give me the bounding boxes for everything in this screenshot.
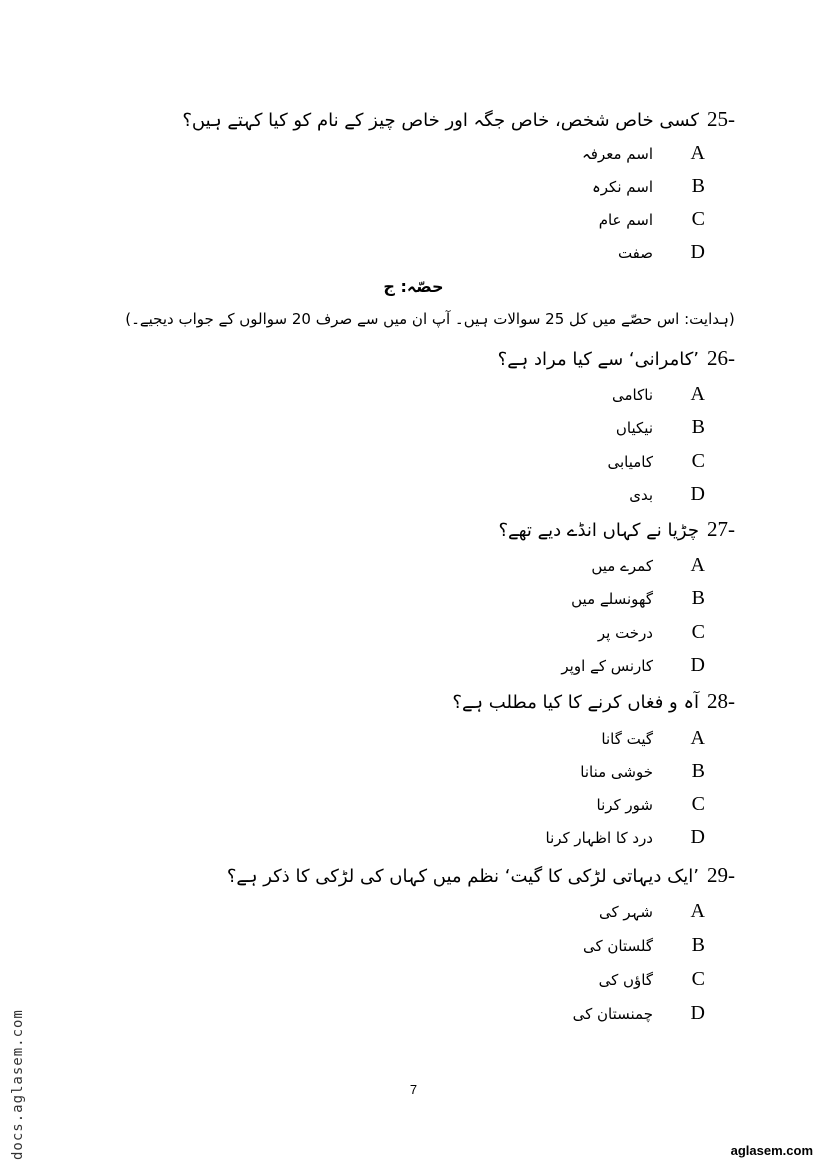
option-26-c[interactable] [425, 448, 705, 474]
option-letter: B [691, 416, 705, 438]
option-letter: A [690, 142, 705, 164]
option-28-d[interactable] [425, 824, 705, 850]
question-text: چڑیا نے کہاں انڈے دیے تھے؟ [498, 520, 699, 541]
option-letter: D [690, 654, 705, 676]
question-26 [135, 345, 735, 373]
question-text: ’ایک دیہاتی لڑکی کا گیت‘ نظم میں کہاں کی لڑکی کا ذکر ہے؟ [226, 866, 699, 887]
option-text: درد کا اظہار کرنا [545, 829, 653, 847]
option-letter: A [690, 900, 705, 922]
option-text: شور کرنا [596, 796, 653, 814]
option-29-d[interactable] [425, 1000, 705, 1026]
option-29-c[interactable] [425, 966, 705, 992]
section-title: حصّہ: ج [383, 277, 444, 296]
watermark: docs.aglasem.com [10, 1009, 26, 1160]
question-text: آہ و فغاں کرنے کا کیا مطلب ہے؟ [452, 692, 699, 713]
option-letter: D [690, 1002, 705, 1024]
option-letter: A [690, 554, 705, 576]
option-text: نیکیاں [615, 419, 653, 437]
option-text: گاؤں کی [598, 971, 653, 989]
option-text: گھونسلے میں [571, 590, 653, 608]
option-letter: D [690, 483, 705, 505]
option-text: اسم عام [598, 211, 653, 229]
option-letter: D [690, 241, 705, 263]
option-28-a[interactable] [425, 725, 705, 751]
question-number: 29- [707, 863, 735, 887]
option-26-a[interactable] [425, 381, 705, 407]
option-28-b[interactable] [425, 758, 705, 784]
option-28-c[interactable] [425, 791, 705, 817]
option-text: درخت پر [597, 624, 653, 642]
option-letter: A [690, 383, 705, 405]
question-29 [135, 862, 735, 890]
option-27-a[interactable] [425, 552, 705, 578]
option-letter: C [691, 621, 705, 643]
option-letter: C [691, 208, 705, 230]
option-letter: B [691, 175, 705, 197]
footer-brand: aglasem.com [730, 1143, 813, 1158]
option-text: کامیابی [607, 453, 653, 471]
option-25-b[interactable] [425, 173, 705, 199]
option-letter: C [691, 793, 705, 815]
question-25 [135, 106, 735, 134]
option-text: شہر کی [598, 903, 653, 921]
question-number: 26- [707, 346, 735, 370]
option-29-b[interactable] [425, 932, 705, 958]
question-28 [135, 688, 735, 716]
option-27-d[interactable] [425, 652, 705, 678]
option-letter: B [691, 760, 705, 782]
option-text: اسم نکرہ [591, 178, 653, 196]
option-letter: A [690, 727, 705, 749]
page-number: 7 [409, 1082, 418, 1097]
option-text: چمنستان کی [572, 1005, 653, 1023]
option-26-b[interactable] [425, 414, 705, 440]
option-letter: B [691, 934, 705, 956]
option-text: کمرے میں [591, 557, 653, 575]
option-text: گیت گانا [601, 730, 653, 748]
option-text: خوشی منانا [580, 763, 653, 781]
option-text: گلستان کی [582, 937, 653, 955]
question-number: 25- [707, 107, 735, 131]
option-letter: C [691, 968, 705, 990]
option-26-d[interactable] [425, 481, 705, 507]
option-25-c[interactable] [425, 206, 705, 232]
option-letter: C [691, 450, 705, 472]
question-number: 28- [707, 689, 735, 713]
option-text: صفت [617, 244, 653, 262]
option-letter: D [690, 826, 705, 848]
question-27 [135, 516, 735, 544]
option-text: ناکامی [612, 386, 653, 404]
option-27-b[interactable] [425, 585, 705, 611]
option-text: کارنس کے اوپر [561, 657, 653, 675]
section-instruction: (ہدایت: اس حصّے میں کل 25 سوالات ہیں۔ آپ ان میں سے صرف 20 سوالوں کے جواب دیجیے۔) [125, 310, 735, 328]
question-text: کسی خاص شخص، خاص جگہ اور خاص چیز کے نام کو کیا کہتے ہیں؟ [182, 110, 699, 131]
option-25-d[interactable] [425, 239, 705, 265]
option-29-a[interactable] [425, 898, 705, 924]
question-number: 27- [707, 517, 735, 541]
question-text: ’کامرانی‘ سے کیا مراد ہے؟ [497, 349, 699, 370]
option-27-c[interactable] [425, 619, 705, 645]
option-letter: B [691, 587, 705, 609]
option-25-a[interactable] [425, 140, 705, 166]
option-text: بدی [629, 486, 653, 504]
option-text: اسم معرفہ [582, 145, 653, 163]
